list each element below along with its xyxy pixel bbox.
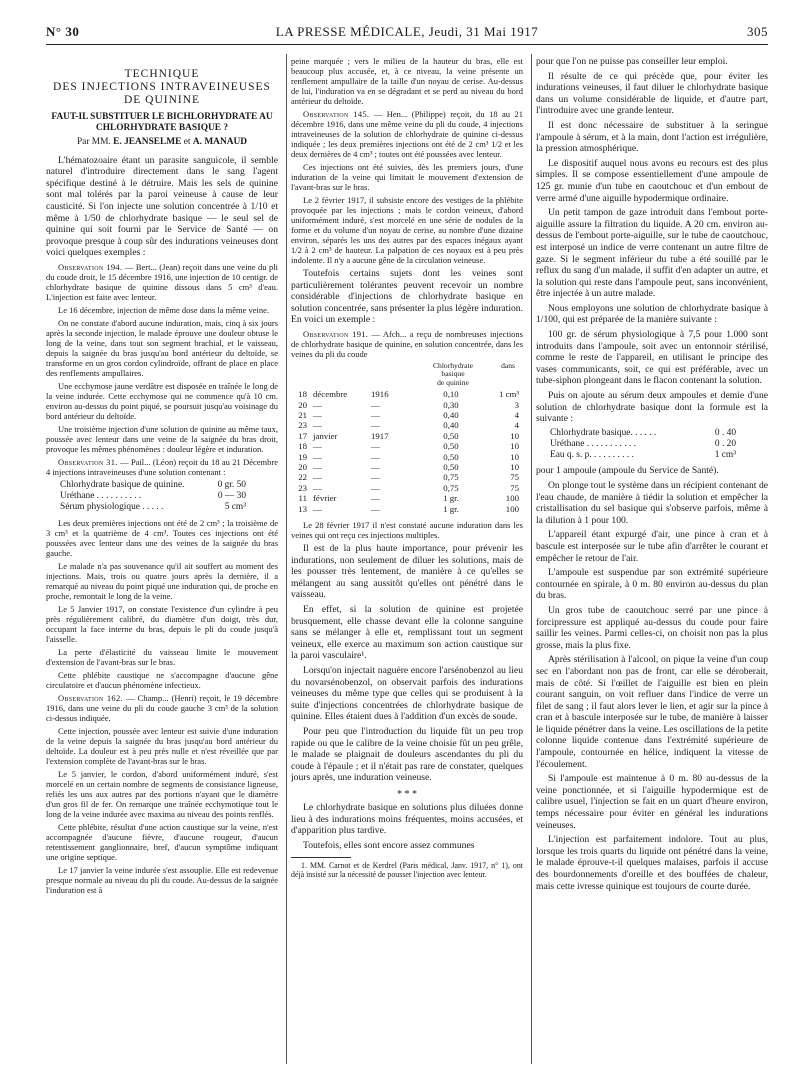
section-separator: * * * bbox=[397, 788, 417, 800]
table-cell-year: 1917 bbox=[371, 430, 389, 441]
table-cell-volume: 75 bbox=[510, 482, 519, 493]
table-cell-day: 20 bbox=[298, 462, 307, 473]
table-cell-day: 22 bbox=[298, 472, 307, 483]
table-header bbox=[291, 362, 523, 387]
observation-text: — Pail... (Léon) reçoit du 18 au 21 Décembre 4 injections intraveineuses d'une solution contenant : bbox=[46, 456, 278, 477]
table-header-volume: dans bbox=[501, 360, 515, 370]
formula-ingredient: Uréthane . . . . . . . . . . . bbox=[550, 439, 636, 450]
paragraph: La perte d'élasticité du vaisseau limite le mouvement d'extension de l'avant-bras sur le bras. bbox=[46, 646, 278, 667]
formula-amount: 0 . 40 bbox=[714, 427, 736, 438]
authors-and: et bbox=[181, 137, 193, 147]
table-row bbox=[291, 410, 523, 420]
page-header bbox=[46, 18, 768, 45]
table-cell-dose: 0,75 bbox=[443, 482, 459, 493]
paragraph: L'ampoule est suspendue par son extrémité supérieure contournée en spirale, à 0 m. 80 environ au-dessus du plan du bras. bbox=[536, 567, 768, 602]
table-cell-day: 18 bbox=[298, 441, 307, 452]
formula-amount: 1 cm³ bbox=[714, 450, 736, 461]
table-cell-year: — bbox=[371, 472, 380, 483]
table-cell-year: — bbox=[371, 493, 380, 504]
column-1 bbox=[46, 56, 278, 1066]
paragraph: En effet, si la solution de quinine est projetée brusquement, elle chasse devant elle la colonne sanguine sans se mélanger à elle et, remplissant tout un segment veineux, elle exerce au maximum son action caustique sur la paroi vasculaire¹. bbox=[291, 604, 523, 662]
paragraph: L'hématozoaire étant un parasite sanguicole, il semble naturel d'introduire directement dans le sang l'agent spécifique destiné à le détruire. Mais les sels de quinine sont mal tolérés par la paroi veineuse à cause de leur causticité. Si l'on injecte une solution concentrée à 1/10 et même à 1/50 de chlorhydrate basique — le seul sel de quinine qui soit fourni par le Service de Santé — on provoque presque à coup sûr des indurations veineuses dont voici quelques exemples : bbox=[46, 154, 278, 259]
table-cell-dose: 0,75 bbox=[443, 472, 459, 483]
paragraph: Le chlorhydrate basique en solutions plus diluées donne lieu à des indurations moins fréquentes, moins accusées, et d'apparition plus tardive. bbox=[291, 801, 523, 837]
observation-text: — Bert... (Jean) reçoit dans une veine du pli du coude droit, le 15 décembre 1916, une injection de 10 centigr. de chlorhydrate basique de quinine dissous dans 5 cm³ d'eau. L'injection est faite avec lenteur. bbox=[46, 261, 278, 302]
paragraph: Il est donc nécessaire de substituer à la seringue l'ampoule à sérum, et à la main, dont l'action est irrégulière, la pression atmosphérique. bbox=[536, 119, 768, 155]
paragraph: Toutefois certains sujets dont les veines sont particulièrement tolérantes peuvent recevoir un nombre considérable d'injections de chlorhydrate basique en solution concentrée, sans présenter la plus légère induration. En voici un exemple : bbox=[291, 268, 523, 326]
column-divider bbox=[286, 54, 287, 1064]
table-row bbox=[291, 452, 523, 462]
paragraph: Une troisième injection d'une solution de quinine au même taux, poussée avec lenteur dans une veine de la saignée du bras droit, provoque les mêmes phénomènes : douleur légère et induration. bbox=[46, 423, 278, 454]
table-cell-month: — bbox=[313, 399, 322, 410]
table-cell-dose: 0,40 bbox=[443, 410, 459, 420]
table-cell-volume: 3 bbox=[514, 399, 519, 410]
table-row bbox=[291, 431, 523, 441]
table-cell-day: 23 bbox=[298, 420, 307, 431]
table-header-spacer bbox=[291, 362, 425, 387]
table-row bbox=[291, 389, 523, 399]
injection-table bbox=[291, 362, 523, 514]
paragraph: Le 5 janvier, le cordon, d'abord uniformément induré, s'est morcelé en un certain nombre de segments de consistance ligneuse, reliés les uns aux autres par des portions n'ayant que le diamètre d'un gros fil de fer. On remarque une traînée ecchymotique tout le long de la veine indurée avec maxima au niveau des points renflés. bbox=[46, 768, 278, 819]
article-authors bbox=[46, 137, 278, 149]
observation-heading: Observation 162. bbox=[58, 692, 123, 703]
formula-amount: 5 cm³ bbox=[224, 502, 246, 513]
paragraph: On plonge tout le système dans un récipient contenant de l'eau chaude, de manière à tiédir la solution et empêcher la cristallisation du sel basique qui s'observe parfois, même à la dilution à 1 pour 100. bbox=[536, 480, 768, 526]
table-cell-month: — bbox=[313, 482, 322, 493]
table-cell-month: — bbox=[313, 462, 322, 473]
formula-ingredient: Sérum physiologique . . . . . bbox=[60, 502, 164, 513]
table-cell-volume: 75 bbox=[510, 472, 519, 483]
table-cell-year: — bbox=[371, 410, 380, 420]
paragraph: Il est de la plus haute importance, pour prévenir les indurations, non seulement de diluer les solutions, mais de les pousser très lentement, de manière à ce qu'elles se mélangent au sang aussitôt qu'elles ont pénétré dans le vaisseau. bbox=[291, 543, 523, 601]
paragraph: Le 16 décembre, injection de même dose dans la même veine. bbox=[58, 304, 270, 315]
table-cell-month: janvier bbox=[313, 430, 338, 441]
observation bbox=[46, 262, 278, 302]
table-cell-day: 23 bbox=[298, 482, 307, 493]
observation-text: — Afch... a reçu de nombreuses injections de chlorhydrate basique de quinine, en solution concentrée, dans les veines du pli du coude bbox=[291, 328, 523, 359]
table-cell-dose: 1 gr. bbox=[443, 503, 459, 514]
paragraph: Le malade n'a pas souvenance qu'il ait souffert au moment des injections. Mais, trois ou quatre jours après la dernière, il a remarqué au niveau du point piqué une induration qui, de proche en proche, remontait le long de la veine. bbox=[46, 560, 278, 601]
paragraph: Cette phlébite, résultat d'une action caustique sur la veine, n'est accompagnée d'aucune fièvre, d'aucune rougeur, d'aucun retentissement ganglionnaire, bref, d'aucun symptôme indiquant une origine septique. bbox=[46, 821, 278, 862]
table-cell-month: — bbox=[313, 451, 322, 462]
observation-heading: Observation 191. bbox=[303, 328, 369, 339]
table-cell-month: — bbox=[313, 472, 322, 483]
table-row bbox=[291, 420, 523, 430]
observation bbox=[46, 457, 278, 477]
formula bbox=[550, 428, 768, 462]
table-cell-day: 18 bbox=[298, 389, 307, 400]
table-cell-year: — bbox=[371, 420, 380, 431]
table-cell-month: — bbox=[313, 503, 322, 514]
table-cell-volume: 10 bbox=[510, 451, 519, 462]
paragraph: Ces injections ont été suivies, dès les premiers jours, d'une induration de la veine qui limitait le mouvement d'extension de l'avant-bras sur le bras. bbox=[291, 162, 523, 192]
table-cell-dose: 0,30 bbox=[443, 399, 459, 410]
paragraph: Une ecchymose jaune verdâtre est disposée en traînée le long de la veine indurée. Cette ecchymose qui ne commence qu'à 10 cm. environ au-dessus du point piqué, se poursuit jusqu'au voisinage du bord antérieur du deltoïde. bbox=[46, 380, 278, 421]
table-cell-year: 1916 bbox=[371, 389, 389, 400]
paragraph: Le 17 janvier la veine indurée s'est assouplie. Elle est redevenue presque normale au niveau du pli du coude. Au-dessus de la saignée l'induration est à bbox=[46, 864, 278, 895]
author-name: E. JEANSELME bbox=[113, 137, 182, 147]
paragraph: 100 gr. de sérum physiologique à 7,5 pour 1.000 sont introduits dans l'ampoule, soit avec un entonnoir stérilisé, comme le reste de l'appareil, en utilisant le principe des vases communicants, soit, ce qui est préférable, avec un tube-siphon plongeant dans le flacon contenant la solution. bbox=[536, 329, 768, 387]
table-cell-day: 17 bbox=[298, 430, 307, 441]
paragraph: Il résulte de ce qui précède que, pour éviter les indurations veineuses, il faut diluer le chlorhydrate basique dans un volume considérable de liquide, et d'autre part, l'introduire avec une grande lenteur. bbox=[536, 70, 768, 117]
formula-ingredient: Uréthane . . . . . . . . . . bbox=[60, 491, 142, 502]
table-cell-month: — bbox=[313, 410, 322, 420]
author-name: A. MANAUD bbox=[192, 137, 248, 147]
journal-title: LA PRESSE MÉDICALE, Jeudi, 31 Mai 1917 bbox=[275, 24, 539, 39]
table-header-dose-line: de quinine bbox=[437, 377, 469, 387]
formula-row bbox=[60, 491, 278, 502]
table-cell-month: décembre bbox=[313, 389, 348, 400]
table-cell-volume: 100 bbox=[505, 493, 519, 504]
footnote-rule bbox=[291, 857, 351, 858]
footnote: 1. MM. Carnot et de Kerdrel (Paris médical, Janv. 1917, n° 1), ont déjà insisté sur la nécessité de pousser l'injection avec lenteur. bbox=[291, 861, 523, 880]
table-cell-dose: 0,50 bbox=[443, 451, 459, 462]
paragraph: Nous employons une solution de chlorhydrate basique à 1/100, qui est préparée de la manière suivante : bbox=[536, 302, 768, 326]
table-cell-year: — bbox=[371, 441, 380, 452]
table-cell-year: — bbox=[371, 482, 380, 493]
page-number: 305 bbox=[747, 24, 768, 39]
paragraph: Lorsqu'on injectait naguère encore l'arsénobenzol au lieu du novarsénobenzol, on observait parfois des indurations veineuses du même type que celles qui se produisent à la suite d'injections concentrées de chlorhydrate basique de quinine. Elles étaient dues à l'addition d'un excès de soude. bbox=[291, 665, 523, 723]
table-cell-volume: 4 bbox=[514, 410, 519, 420]
paragraph: On ne constate d'abord aucune induration, mais, cinq à six jours après la seconde injection, le malade éprouve une douleur obtuse le long de la veine, dans tout son segment brachial, et le vaisseau, depuis la saignée du bras jusqu'au bord antérieur du deltoïde, se transforme en un gros cordon cylindroïde, offrant de place en place des renflements ampullaires. bbox=[46, 317, 278, 378]
table-row bbox=[291, 462, 523, 472]
paragraph: Les deux premières injections ont été de 2 cm³ ; la troisième de 3 cm³ et la quatrième de 4 cm³. Toutes ces injections ont été poussées avec lenteur dans une des veines de la saignée du bras gauche. bbox=[46, 517, 278, 558]
table-cell-month: — bbox=[313, 420, 322, 431]
article-subtitle: FAUT-IL SUBSTITUER LE BICHLORHYDRATE AU CHLORHYDRATE BASIQUE ? bbox=[51, 112, 273, 133]
formula-row bbox=[60, 480, 278, 491]
paragraph: Puis on ajoute au sérum deux ampoules et demie d'une solution de chlorhydrate basique dont la formule est la suivante : bbox=[536, 390, 768, 425]
paragraph: Cette injection, poussée avec lenteur est suivie d'une induration de la veine depuis la saignée du bras jusqu'au bord antérieur du deltoïde. La douleur est à peu près nulle et n'est réveillée que par l'extension complète de l'avant-bras sur le bras. bbox=[46, 725, 278, 766]
table-row bbox=[291, 493, 523, 503]
formula-ingredient: Eau q. s. p. . . . . . . . . . bbox=[550, 450, 634, 461]
table-row bbox=[291, 441, 523, 451]
table-cell-year: — bbox=[371, 462, 380, 473]
table-cell-volume: 100 bbox=[505, 503, 519, 514]
table-row bbox=[291, 504, 523, 514]
formula-row bbox=[550, 428, 768, 439]
table-cell-day: 21 bbox=[298, 410, 307, 420]
formula-amount: 0 gr. 50 bbox=[217, 479, 246, 490]
article-heading bbox=[46, 68, 278, 149]
article-title-line: DES INJECTIONS INTRAVEINEUSES bbox=[53, 81, 271, 93]
table-cell-day: 19 bbox=[298, 451, 307, 462]
observation bbox=[291, 109, 523, 159]
table-row bbox=[291, 483, 523, 493]
article-title-line: DE QUININE bbox=[123, 94, 201, 106]
observation-text: — Champ... (Henri) reçoit, le 19 décembre 1916, dans une veine du pli du coude gauche 3 cm³ de la solution ci-dessus indiquée. bbox=[46, 692, 278, 723]
column-divider bbox=[531, 54, 532, 1064]
table-body bbox=[291, 389, 523, 514]
paragraph: Le 28 février 1917 il n'est constaté aucune induration dans les veines qui ont reçu ces injections multiples. bbox=[291, 520, 523, 541]
table-header-dose-line: Chlorhydrate basique bbox=[432, 360, 474, 379]
formula-row bbox=[60, 502, 278, 513]
column-3 bbox=[536, 56, 768, 1066]
table-cell-month: — bbox=[313, 441, 322, 452]
table-cell-year: — bbox=[371, 399, 380, 410]
observation-heading: Observation 31. bbox=[58, 456, 118, 467]
table-cell-dose: 0,40 bbox=[443, 420, 459, 431]
column-2 bbox=[291, 56, 523, 1066]
table-row bbox=[291, 472, 523, 482]
paragraph: peine marquée ; vers le milieu de la hauteur du bras, elle est beaucoup plus accusée, et, à ce niveau, la veine présente un renflement ampullaire de la taille d'un noyau de cerise. Au-dessus de lui, l'induration va en se dégradant et se perd au niveau du bord antérieur du deltoïde. bbox=[291, 56, 523, 106]
table-cell-dose: 0,10 bbox=[443, 389, 459, 400]
table-cell-month: février bbox=[313, 493, 337, 504]
paragraph: Le 5 Janvier 1917, on constate l'existence d'un cylindre à peu près régulièrement calibré, du diamètre d'un doigt, très dur, occupant la face interne du bras, depuis le pli du coude jusqu'à l'aisselle. bbox=[46, 603, 278, 644]
table-cell-dose: 0,50 bbox=[443, 430, 459, 441]
table-cell-volume: 10 bbox=[510, 462, 519, 473]
paragraph: Le dispositif auquel nous avons eu recours est des plus simples. Il se compose essentiellement d'une ampoule de 125 gr. munie d'un tube en caoutchouc et d'un embout de verre armé d'une aiguille hypodermique ordinaire. bbox=[536, 157, 768, 204]
table-cell-volume: 4 bbox=[514, 420, 519, 431]
table-cell-volume: 1 cm³ bbox=[499, 389, 519, 400]
table-header-dose bbox=[425, 362, 481, 387]
table-cell-year: — bbox=[371, 503, 380, 514]
table-cell-dose: 0,50 bbox=[443, 462, 459, 473]
paragraph: Pour peu que l'introduction du liquide fût un peu trop rapide ou que le calibre de la veine choisie fût un peu grêle, le malade se plaignait de douleurs ascendantes du pli du coude à l'épaule ; et il n'était pas rare de constater, quelques jours après, une induration veineuse. bbox=[291, 725, 523, 784]
observation bbox=[291, 329, 523, 359]
paragraph: Toutefois, elles sont encore assez communes bbox=[303, 839, 475, 851]
paragraph: L'injection est parfaitement indolore. Tout au plus, lorsque les trois quarts du liquide ont pénétré dans la veine, le malade éprouve-t-il quelques malaises, parfois il accuse des bourdonnements d'oreille et des bouffées de chaleur, mais cette ivresse quinique est toujours de courte durée. bbox=[536, 834, 768, 892]
table-row bbox=[291, 400, 523, 410]
observation bbox=[46, 693, 278, 723]
table-cell-day: 13 bbox=[298, 503, 307, 514]
formula-row bbox=[550, 439, 768, 450]
observation-heading: Observation 194. bbox=[58, 261, 123, 272]
newspaper-page bbox=[46, 18, 768, 1068]
paragraph: pour que l'on ne puisse pas conseiller leur emploi. bbox=[536, 56, 728, 67]
authors-prefix: Par MM. bbox=[76, 137, 114, 147]
table-cell-dose: 0,50 bbox=[443, 441, 459, 452]
observation-text: — Hen... (Philippe) reçoit, du 18 au 21 décembre 1916, dans une même veine du pli du coude, 4 injections intraveineuses de la solution de chlorhydrate de quinine ci-dessus indiquée ; les deux premières injections ont été de 2 cm³ 1/2 et les deux dernières de 4 cm³ ; toutes ont été poussées avec lenteur. bbox=[291, 109, 523, 159]
table-cell-day: 11 bbox=[298, 493, 307, 504]
table-cell-dose: 1 gr. bbox=[443, 493, 459, 504]
formula-ingredient: Chlorhydrate basique. . . . . . bbox=[550, 427, 657, 438]
table-cell-volume: 10 bbox=[510, 441, 519, 452]
formula-amount: 0 . 20 bbox=[714, 439, 736, 450]
paragraph: Le 2 février 1917, il subsiste encore des vestiges de la phlébite provoquée par les injections ; mais le cordon veineux, d'abord uniformément induré, s'est morcelé en une série de nodules de la forme et du volume d'un noyau de cerise, au nombre d'une dizaine environ, séparés les uns des autres par des espaces inégaux ayant 1/2 à 2 cm³ de hauteur. La palpation de ces noyaux est à peu près indolente. Il n'y a aucune gêne de la circulation veineuse. bbox=[291, 195, 523, 265]
paragraph: Après stérilisation à l'alcool, on pique la veine d'un coup sec en l'abordant non pas de front, car elle se déroberait, mais de côté. Si l'œillet de l'aiguille est bien en plein courant sanguin, on voit refluer dans l'indice de verre un filet de sang ; il faut alors lever le lien, et agir sur la pince à cran et à bascule interposée sur le tube, de manière à laisser le liquide pénétrer dans la veine. Les oscillations de la petite colonne liquide contenue dans l'extrémité supérieure de l'ampoule, contournée en hélice, indiquent la vitesse de l'écoulement. bbox=[536, 654, 768, 770]
table-cell-volume: 10 bbox=[510, 430, 519, 441]
formula-row bbox=[550, 450, 768, 461]
paragraph: Un petit tampon de gaze introduit dans l'embout porte-aiguille assure la filtration du liquide. A 20 cm. environ au-dessus de l'embout porte-aiguille, sur le tube de caoutchouc, est interposé un indice de verre contenant un autre filtre de gaze. Si le segment inférieur du tube a été souillé par le reflux du sang d'un malade, il suffit d'en adapter un autre, et la solution qui reste dans l'ampoule peut, sans inconvénient, être injectée à un autre malade. bbox=[536, 207, 768, 300]
table-cell-year: — bbox=[371, 451, 380, 462]
formula-amount: 0 — 30 bbox=[217, 491, 246, 502]
paragraph: Un gros tube de caoutchouc serré par une pince à forcipressure est appliqué au-dessus du coude pour faire saillir les veines. Parmi celles-ci, on choisit non pas la plus grosse, mais la plus fixe. bbox=[536, 604, 768, 651]
paragraph: L'appareil étant expurgé d'air, une pince à cran et à bascule est interposée sur le tube afin d'arrêter le courant et empêcher le retour de l'air. bbox=[536, 529, 768, 564]
formula bbox=[60, 480, 278, 514]
paragraph: Cette phlébite caustique ne s'accompagne d'aucune gêne circulatoire et d'aucun phénomène infectieux. bbox=[46, 669, 278, 690]
paragraph: pour 1 ampoule (ampoule du Service de Santé). bbox=[536, 465, 719, 477]
observation-heading: Observation 145. bbox=[303, 109, 370, 119]
paragraph: Si l'ampoule est maintenue à 0 m. 80 au-dessus de la veine ponctionnée, et si l'aiguille hypodermique est de calibre usuel, l'injection se fait en un quart d'heure environ, temps nécessaire pour éviter en général les indurations veineuses. bbox=[536, 773, 768, 831]
article-title-line: TECHNIQUE bbox=[124, 68, 200, 80]
issue-number: N° 30 bbox=[46, 24, 80, 39]
table-cell-day: 20 bbox=[298, 399, 307, 410]
formula-ingredient: Chlorhydrate basique de quinine. bbox=[60, 479, 185, 490]
